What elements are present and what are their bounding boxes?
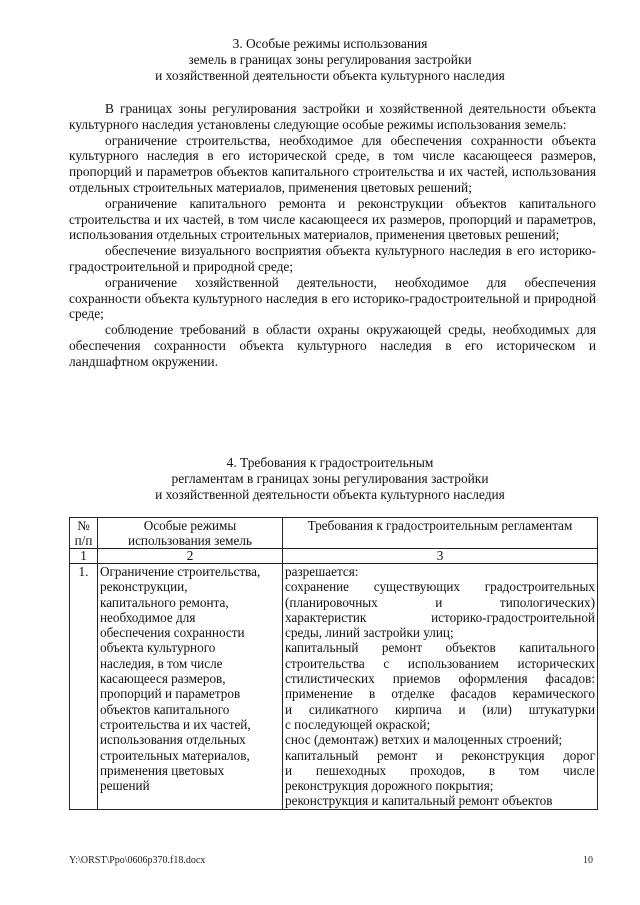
heading-line: 3. Особые режимы использования [232,36,428,51]
cell-line: строительства с использованием исторических [285,655,595,671]
paragraph-item: ограничение строительства, необходимое для обеспечения сохранности объекта культурного наследия в его исторической среде, в том числе касающееся размеров, пропорций и параметров объектов капитального строительства и их частей, использования отдельных строительных материалов, применения цветовых решений; [69,132,596,195]
cell-line: и силикатного кирпича и (или) штукатурки [285,701,595,717]
cell-line: объекта культурного [100,640,216,656]
cell-line: применение в отделке фасадов керамического [285,686,595,702]
cell-line: необходимое для [100,609,196,625]
cell-line: реконструкция дорожного покрытия; [285,778,494,794]
column-number: 3 [283,549,598,564]
cell-line: с последующей окраской; [285,716,431,732]
paragraph-item: соблюдение требований в области охраны окружающей среды, необходимых для обеспечения сохранности объекта культурного наследия в его историческом и ландшафтном окружении. [69,322,596,369]
cell-line: решений [100,778,150,794]
cell-line: объектов капитального [100,701,230,717]
heading-line: и хозяйственной деятельности объекта культурного наследия [155,68,505,83]
section-3-heading [60,36,600,84]
cell-line: строительства и их частей, [100,716,251,732]
paragraph-intro: В границах зоны регулирования застройки и хозяйственной деятельности объекта культурного наследия установлены следующие особые режимы использования земель: [69,101,596,132]
cell-line: капитальный ремонт объектов капитального [285,640,595,656]
header-number [70,518,98,549]
page-number: 10 [583,855,593,866]
cell-line: строительных материалов, [100,747,250,763]
cell-line: пропорций и параметров [100,686,241,702]
header-line: п/п [74,533,93,548]
cell-line: касающееся размеров, [100,671,226,687]
row-number: 1. [70,564,98,810]
section-4-heading [60,455,600,503]
heading-line: и хозяйственной деятельности объекта культурного наследия [155,487,505,502]
cell-line: капитального ремонта, [100,594,229,610]
cell-line: характеристик историко-градостроительной [285,609,595,625]
requirements-cell [283,564,598,810]
cell-line: среды, линий застройки улиц; [285,625,454,641]
header-requirements: Требования к градостроительным регламентам [283,518,598,549]
regime-cell [98,564,283,810]
section-3-body [69,101,596,370]
cell-line: наследия, в том числе [100,655,223,671]
column-number: 1 [70,549,98,564]
cell-line: обеспечения сохранности [100,625,245,641]
paragraph-item: ограничение капитального ремонта и реконструкции объектов капитального строительства и их частей, в том числе касающееся их размеров, пропорций и параметров, использования отдельных строительных материалов, применения цветовых решений; [69,195,596,243]
heading-line: регламентам в границах зоны регулирования застройки [171,471,489,486]
cell-line: реконструкции, [100,579,188,595]
heading-line: 4. Требования к градостроительным [226,455,434,470]
paragraph-item: ограничение хозяйственной деятельности, необходимое для обеспечения сохранности объекта культурного наследия в его историко-градостроительной и природной среде; [69,274,596,322]
header-line: № [77,518,90,533]
column-number-row [70,549,598,564]
cell-line: снос (демонтаж) ветхих и малоценных строений; [285,732,563,748]
cell-line: стилистических приемов оформления фасадов: [285,671,595,687]
cell-line: (планировочных и типологических) [285,594,595,610]
column-number: 2 [98,549,283,564]
regulations-table [69,517,598,810]
cell-line: и пешеходных проходов, в том числе [285,762,595,778]
cell-line: капитальный ремонт и реконструкция дорог [285,747,595,763]
header-regimes [98,518,283,549]
cell-line: сохранение существующих градостроительных [285,579,595,595]
paragraph-item: обеспечение визуального восприятия объекта культурного наследия в его историко-градостроительной и природной среде; [69,243,596,274]
cell-line: применения цветовых [100,762,225,778]
footer-file-path: Y:\ORST\Ppo\0606p370.f18.docx [69,855,206,866]
header-line: использования земель [128,533,252,548]
cell-line: Ограничение строительства, [100,564,261,579]
cell-line: разрешается: [285,564,359,579]
table-row [70,564,598,810]
table-header-row [70,518,598,549]
cell-line: использования отдельных [100,732,246,748]
cell-line: реконструкция и капитальный ремонт объектов [285,793,553,809]
heading-line: земель в границах зоны регулирования застройки [188,52,472,67]
header-line: Особые режимы [143,518,237,533]
